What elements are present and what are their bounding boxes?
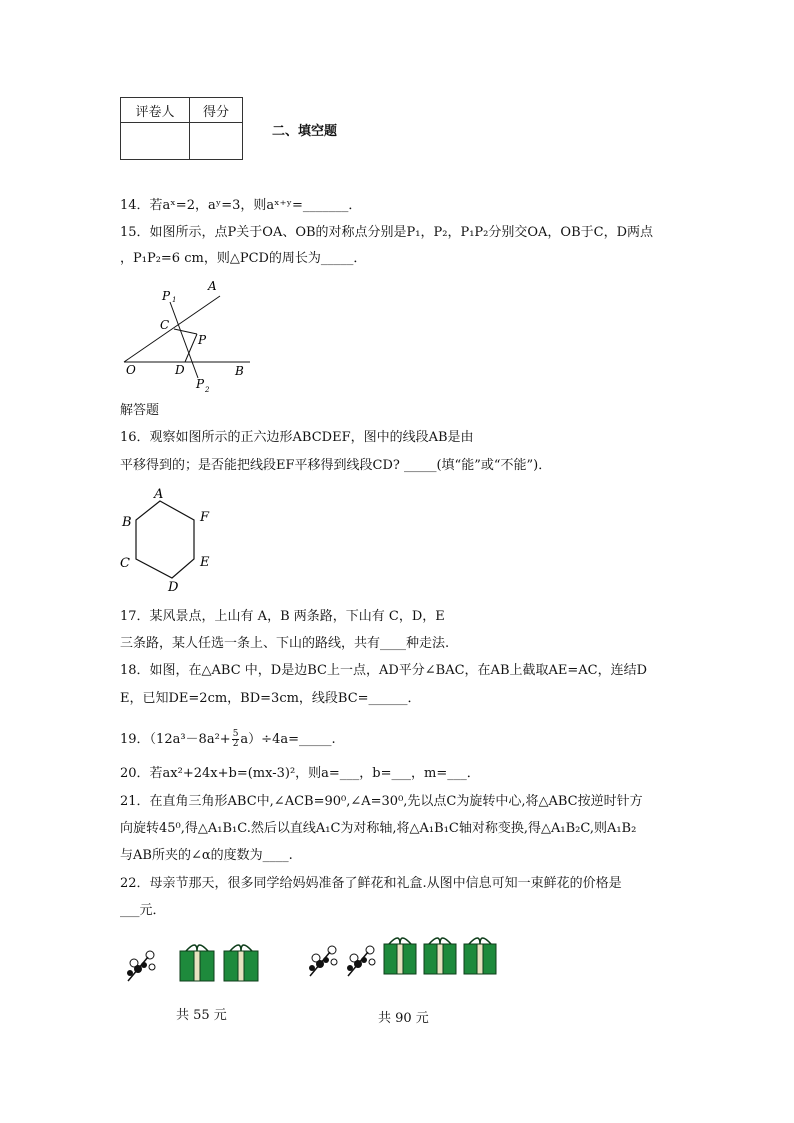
reflection-figure (120, 278, 260, 400)
question-15-line1 (120, 224, 653, 242)
label-p2-subscript: 2 (205, 386, 210, 394)
picture-group-1 (118, 935, 278, 995)
question-17-line2: 三条路，某人任选一条上、下山的路线，共有____种走法. (120, 636, 450, 651)
question-text: 如图所示，点P关于OA、OB的对称点分别是P₁，P₂，P₁P₂分别交OA，OB于C，D两点 (149, 225, 654, 240)
label-p1: P (162, 289, 171, 303)
caption-group-2: 共 90 元 (378, 1011, 429, 1026)
gift-box-icon (384, 938, 416, 974)
question-text: 若ax²+24x+b=(mx-3)²，则a=___，b=___，m=___． (149, 766, 480, 781)
caption-group-1: 共 55 元 (176, 1008, 227, 1023)
label-d: D (168, 580, 179, 594)
fraction-numerator: 5 (232, 729, 239, 739)
label-a: A (154, 487, 164, 502)
label-b: B (122, 515, 132, 530)
label-p2: P (196, 377, 205, 391)
question-text: 观察如图所示的正六边形ABCDEF，图中的线段AB是由 (149, 430, 474, 445)
fraction-denominator: 2 (232, 739, 239, 749)
fraction-five-halves (232, 730, 240, 749)
score-table-grader-cell[interactable] (121, 123, 190, 160)
label-e: E (200, 555, 210, 570)
label-f: F (200, 510, 210, 525)
question-21-line3: 与AB所夹的∠α的度数为____. (120, 848, 293, 863)
label-p1-subscript: 1 (172, 296, 177, 304)
gift-box-icon (180, 945, 214, 981)
label-p: P (198, 333, 207, 347)
question-20 (120, 765, 480, 783)
label-a: A (208, 279, 217, 293)
question-text: 在直角三角形ABC中,∠ACB=90⁰,∠A=30⁰,先以点C为旋转中心,将△ABC按逆时针方 (149, 794, 643, 809)
question-number: 17． (120, 609, 150, 624)
gift-box-icon (224, 945, 258, 981)
question-16-line1 (120, 429, 474, 447)
gift-box-icon (464, 938, 496, 974)
section-title: 二、填空题 (272, 124, 338, 139)
question-number: 21． (120, 794, 150, 809)
question-22-line1 (120, 875, 622, 893)
question-16-line2: 平移得到的；是否能把线段EF平移得到线段CD? _____(填“能”或“不能”)． (120, 458, 552, 473)
score-table-score-cell[interactable] (190, 123, 243, 160)
question-21-line2: 向旋转45⁰,得△A₁B₁C.然后以直线A₁C为对称轴,将△A₁B₁C轴对称变换,得△A₁B₂C,则A₁B₂ (120, 821, 637, 836)
question-number: 22． (120, 876, 150, 891)
score-table-score-header: 得分 (190, 98, 243, 123)
flower-icon (309, 946, 337, 976)
question-18-line1 (120, 662, 647, 680)
ray-oa (124, 296, 220, 362)
question-number: 16． (120, 430, 150, 445)
question-text: 如图，在△ABC 中，D是边BC上一点，AD平分∠BAC，在AB上截取AE=AC，连结D (149, 663, 648, 678)
label-d: D (175, 363, 185, 377)
question-21-line1 (120, 793, 643, 811)
hexagon-figure (116, 486, 226, 594)
question-text: 某风景点，上山有 A，B 两条路，下山有 C，D，E (149, 609, 445, 624)
score-table (120, 97, 243, 160)
label-c: C (160, 318, 170, 332)
question-19 (120, 730, 336, 749)
gift-box-icon (424, 938, 456, 974)
flower-icon (347, 946, 375, 976)
question-number: 19． (120, 732, 150, 747)
hexagon-abcdef (136, 501, 194, 578)
question-number: 20． (120, 766, 150, 781)
question-number: 18． (120, 663, 150, 678)
expression-part1: （12a³－8a²+ (149, 732, 231, 747)
question-14 (120, 197, 361, 215)
label-c: C (120, 556, 130, 571)
label-o: O (126, 363, 136, 377)
label-b: B (235, 364, 244, 378)
score-table-grader-header: 评卷人 (121, 98, 190, 123)
question-number: 14． (120, 198, 150, 213)
question-text: 母亲节那天，很多同学给妈妈准备了鲜花和礼盒.从图中信息可知一束鲜花的价格是 (149, 876, 622, 891)
question-18-line2: E，已知DE=2cm，BD=3cm，线段BC=______． (120, 691, 421, 706)
segment-cp (174, 329, 197, 334)
question-22-line2: ___元． (120, 903, 166, 918)
question-text: 若aˣ=2，aʸ=3，则aˣ⁺ʸ=_______． (149, 198, 362, 213)
answer-section-label: 解答题 (120, 403, 160, 418)
question-17-line1 (120, 608, 445, 626)
question-number: 15． (120, 225, 150, 240)
question-15-line2: ，P₁P₂=6 cm，则△PCD的周长为_____． (120, 251, 367, 266)
picture-group-2 (300, 930, 510, 990)
flower-icon (127, 951, 155, 981)
expression-part2: a）÷4a=_____. (240, 732, 336, 747)
